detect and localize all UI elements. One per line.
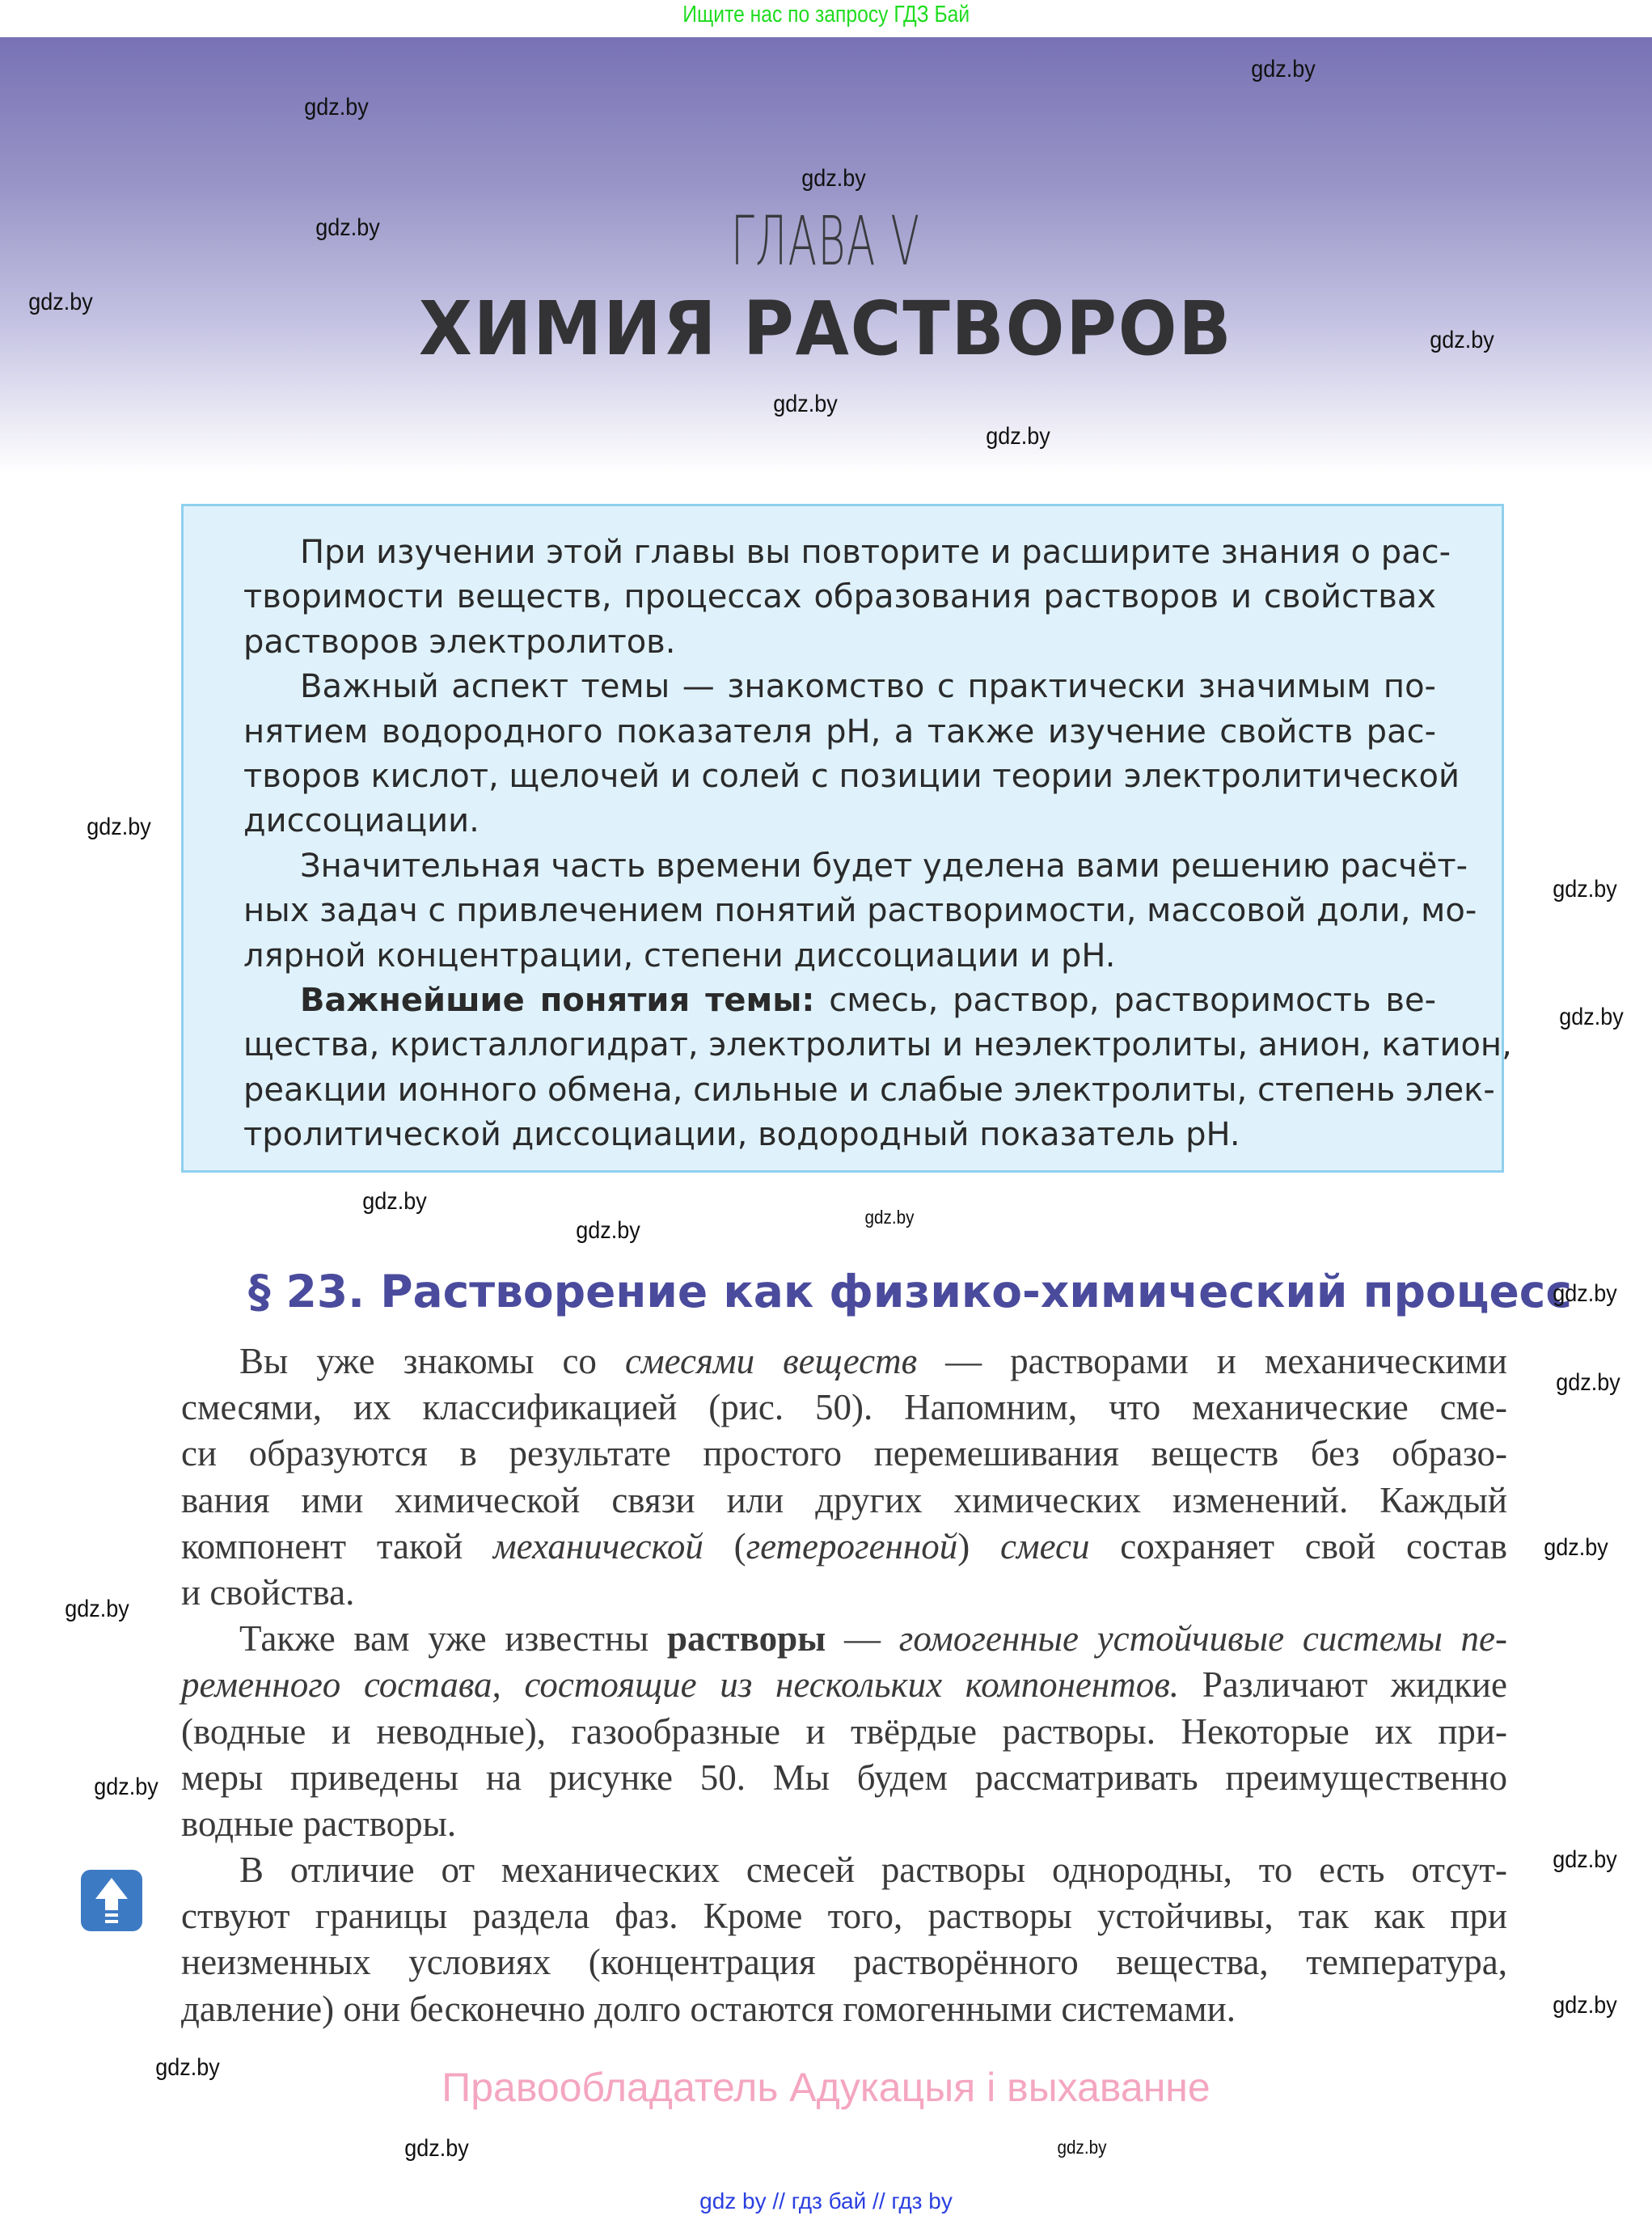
text-line [181, 1847, 1507, 1893]
bold-text: Важнейшие понятия темы: [300, 981, 815, 1019]
watermark: gdz.by [1251, 56, 1316, 82]
search-banner-row [0, 2, 1652, 28]
text-line [243, 1068, 1495, 1113]
arrow-up-icon [81, 1870, 142, 1931]
text-segment: ствуют границы раздела фаз. Кроме того, растворы устойчивы, так как при [181, 1896, 1507, 1937]
intro-text [243, 531, 1512, 1157]
text-segment: (водные и неводные), газообразные и твёрдые растворы. Некоторые их при- [181, 1710, 1507, 1752]
text-segment: реакции ионного обмена, сильные и слабые электролиты, степень элек- [243, 1071, 1495, 1109]
text-segment: ( [703, 1525, 746, 1567]
upload-arrow-icon[interactable] [81, 1870, 142, 1931]
text-segment: Значительная часть времени будет уделена вами решению расчёт- [300, 847, 1468, 885]
text-segment: щества, кристаллогидрат, электролиты и неэлектролиты, анион, катион, [243, 1026, 1512, 1064]
text-line [181, 1570, 1507, 1616]
text-line [181, 1431, 1507, 1477]
text-line [181, 1616, 1507, 1662]
chapter-number-row [0, 202, 1652, 280]
watermark: gdz.by [1559, 1004, 1624, 1030]
text-line [181, 1662, 1507, 1708]
text-line [243, 710, 1436, 755]
text-line [243, 1113, 1436, 1157]
watermark: gdz.by [773, 391, 838, 417]
watermark: gdz.by [864, 1207, 915, 1228]
text-segment: творимости веществ, процессах образования растворов и свойствах [243, 578, 1436, 616]
watermark: gdz.by [155, 2054, 220, 2081]
text-segment: компонент такой [181, 1525, 493, 1567]
watermark: gdz.by [1544, 1534, 1608, 1561]
watermark: gdz.by [315, 214, 380, 241]
chapter-title: ХИМИЯ РАСТВОРОВ [419, 285, 1233, 372]
text-line [243, 979, 1436, 1023]
watermark: gdz.by [576, 1217, 640, 1244]
text-line [243, 620, 1436, 665]
search-banner: Ищите нас по запросу ГДЗ Бай [682, 2, 970, 27]
text-line [243, 665, 1436, 709]
text-line [243, 934, 1436, 979]
text-segment: — [826, 1618, 899, 1660]
italic-text: гомогенные устойчивые системы пе- [898, 1618, 1508, 1660]
watermark: gdz.by [65, 1596, 129, 1622]
italic-text: ременного состава, состоящие из нескольких компонентов. [181, 1664, 1179, 1706]
text-segment: В отличие от механических смесей растворы однородны, то есть отсут- [239, 1850, 1507, 1891]
text-line [243, 755, 1460, 799]
copyright-notice: Правообладатель Адукацыя і выхаванне [442, 2065, 1210, 2110]
watermark: gdz.by [1553, 1992, 1617, 2019]
watermark: gdz.by [404, 2135, 469, 2162]
watermark: gdz.by [1553, 1280, 1617, 1307]
text-segment: Вы уже знакомы со [239, 1341, 625, 1381]
text-line [243, 531, 1451, 575]
text-line [243, 844, 1468, 889]
text-line [181, 1893, 1507, 1939]
text-segment: смесями, их классификацией (рис. 50). Напомним, что механические сме- [181, 1387, 1507, 1428]
footer-links-row [0, 2188, 1652, 2214]
text-segment: лярной концентрации, степени диссоциации и pH. [243, 937, 1116, 975]
text-segment: ) [957, 1525, 1000, 1567]
text-segment: — растворами и механическими [917, 1341, 1507, 1381]
bold-text: растворы [667, 1618, 826, 1660]
footer-links[interactable]: gdz by // гдз бай // гдз by [699, 2188, 953, 2213]
text-line [181, 1478, 1507, 1524]
watermark: gdz.by [1057, 2137, 1107, 2158]
watermark: gdz.by [87, 814, 151, 840]
text-segment: ных задач с привлечением понятий растворимости, массовой доли, мо- [243, 892, 1477, 930]
text-segment: и свойства. [181, 1571, 355, 1613]
watermark: gdz.by [1553, 1846, 1617, 1873]
copyright-row [0, 2064, 1652, 2111]
text-segment: творов кислот, щелочей и солей с позиции теории электролитической [243, 757, 1460, 795]
italic-text: смеси [999, 1525, 1090, 1567]
watermark: gdz.by [1553, 876, 1617, 903]
text-segment: меры приведены на рисунке 50. Мы будем рассматривать преимущественно [181, 1757, 1507, 1798]
watermark: gdz.by [94, 1774, 158, 1800]
text-segment: сохраняет свой состав [1089, 1525, 1507, 1567]
text-line [181, 1755, 1507, 1801]
chapter-title-row [0, 287, 1652, 371]
text-segment: давление) они бесконечно долго остаются гомогенными системами. [181, 1988, 1236, 2029]
watermark: gdz.by [304, 94, 369, 121]
italic-text: смесями веществ [624, 1341, 918, 1381]
text-segment: При изучении этой главы вы повторите и расширите знания о рас- [300, 534, 1451, 571]
watermark: gdz.by [28, 289, 93, 315]
body-text [181, 1338, 1507, 2032]
text-line [243, 889, 1477, 933]
text-segment: Важный аспект темы — знакомство с практически значимым по- [300, 668, 1436, 706]
text-line [181, 1986, 1507, 2032]
text-line [243, 799, 1436, 844]
watermark: gdz.by [1556, 1369, 1620, 1396]
text-line [181, 1801, 1507, 1847]
text-segment: диссоциации. [243, 802, 480, 840]
text-line [181, 1338, 1507, 1385]
text-line [243, 1023, 1512, 1068]
watermark: gdz.by [362, 1188, 427, 1215]
text-line [181, 1385, 1507, 1431]
text-line [181, 1524, 1507, 1570]
chapter-number: ГЛАВА V [731, 201, 921, 281]
text-segment: Различают жидкие [1179, 1664, 1507, 1706]
text-line [181, 1939, 1507, 1985]
text-segment: смесь, раствор, растворимость ве- [814, 981, 1436, 1019]
text-segment: тролитической диссоциации, водородный показатель pH. [243, 1116, 1240, 1154]
watermark: gdz.by [986, 423, 1050, 450]
text-segment: растворов электролитов. [243, 623, 676, 661]
intro-box [181, 504, 1512, 1173]
italic-text: гетерогенной [746, 1525, 958, 1567]
italic-text: механической [492, 1525, 703, 1567]
text-segment: Также вам уже известны [239, 1618, 668, 1660]
section-title: § 23. Растворение как физико-химический процесс [248, 1266, 1573, 1317]
text-segment: неизменных условиях (концентрация растворённого вещества, температура, [181, 1942, 1507, 1983]
text-segment: водные растворы. [181, 1803, 457, 1844]
text-segment: нятием водородного показателя pH, а также изучение свойств рас- [243, 712, 1436, 750]
watermark: gdz.by [801, 165, 866, 192]
text-line [243, 575, 1436, 619]
text-segment: вания ими химической связи или других химических изменений. Каждый [181, 1479, 1507, 1520]
text-line [181, 1709, 1507, 1755]
text-segment: си образуются в результате простого перемешивания веществ без образо- [181, 1433, 1507, 1474]
watermark: gdz.by [1430, 327, 1494, 353]
